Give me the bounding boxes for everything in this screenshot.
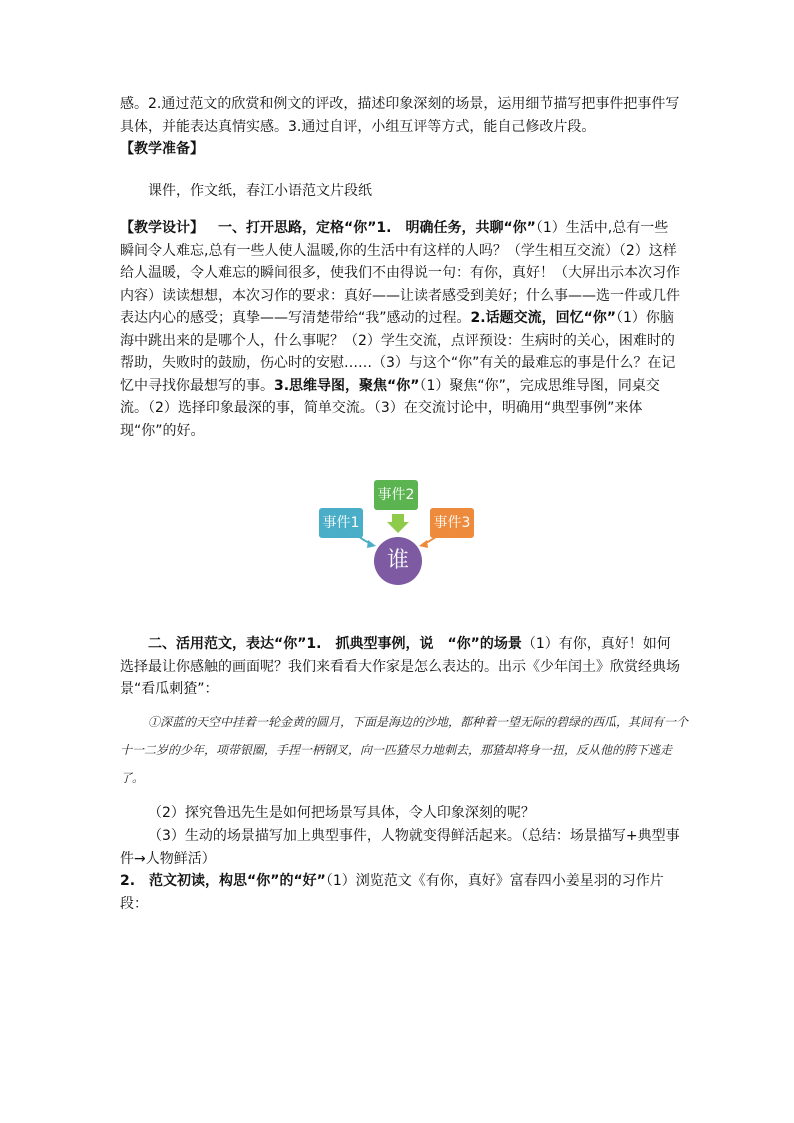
part2-step2-text: （1）浏览范文《有你，真好》富春四小姜星羽的习作片段： — [120, 873, 664, 912]
step2-title: 2.话题交流，回忆“你” — [470, 310, 616, 326]
mind-map-diagram — [312, 478, 482, 590]
arrow-right-icon — [419, 540, 428, 548]
part2-text: （1）有你，真好！如何选择最让你感触的画面呢？我们来看看大作家是怎么表达的。出示《少年闰土》欣赏经典场景“看瓜刺猹”： — [120, 636, 680, 697]
part1-title: 一、打开思路，定格“你”1. 明确任务，共聊“你” — [218, 220, 536, 236]
prep-heading: 【教学准备】 — [120, 141, 204, 157]
event1-box: 事件1 — [319, 508, 363, 538]
step3-text: （1）聚焦“你”，完成思维导图，同桌交流。（2）选择印象最深的事，简单交流。（3）在交流讨论中，明确用“典型事例”来体现“你”的好。 — [120, 377, 660, 439]
part2-paragraph — [120, 633, 680, 701]
design-heading: 【教学设计】 — [120, 220, 204, 236]
down-arrow-icon — [387, 514, 409, 533]
question-2: （2）探究鲁迅先生是如何把场景写具体，令人印象深刻的呢？ — [148, 805, 535, 821]
part2-title: 二、活用范文，表达“你”1. 抓典型事例，说 “你”的场景 — [148, 636, 522, 652]
center-circle: 谁 — [374, 537, 422, 585]
event3-box: 事件3 — [430, 508, 474, 538]
objectives-text: 感。2.通过范文的欣赏和例文的评改，描述印象深刻的场景，运用细节描写把事件把事件写具体，并能表达真情实感。3.通过自评，小组互评等方式，能自己修改片段。 — [120, 96, 680, 135]
part1-text: （1）生活中,总有一些瞬间令人难忘,总有一些人使人温暖,你的生活中有这样的人吗？（学生相互交流）（2）这样给人温暖，令人难忘的瞬间很多，使我们不由得说一句：有你，真好！（大屏出示本次习作内容）读读想想，本次习作的要求：真好——让读者感受到美好；什么事——选一件或几件表达内心的感受；真挚——写清楚带给“我”感动的过程。 — [120, 220, 680, 326]
part2-step2-paragraph — [120, 870, 680, 915]
quote-passage: ①深蓝的天空中挂着一轮金黄的圆月，下面是海边的沙地，都种着一望无际的碧绿的西瓜，其间有一个十一二岁的少年，项带银圈，手捏一柄钢叉，向一匹猹尽力地刺去，那猹却将身一扭，反从他的胯下逃走了。 — [120, 715, 689, 785]
objectives-paragraph — [120, 93, 680, 161]
event2-box: 事件2 — [374, 480, 418, 510]
question-3: （3）生动的场景描写加上典型事件，人物就变得鲜活起来。（总结：场景描写+典型事件→人物鲜活） — [120, 828, 680, 867]
design-paragraph — [120, 217, 680, 442]
step3-title: 3.思维导图，聚焦“你” — [274, 377, 420, 394]
arrow-left-icon — [367, 540, 376, 548]
step2-text: （1）你脑海中跳出来的是哪个人，什么事呢？（2）学生交流，点评预设：生病时的关心，困难时的帮助，失败时的鼓励，伤心时的安慰……（3）与这个“你”有关的最难忘的事是什么？在记忆中寻找你最想写的事。 — [120, 310, 676, 394]
prep-text: 课件，作文纸，春江小语范文片段纸 — [148, 183, 372, 199]
part2-step2-title: 2. 范文初读，构思“你”的“好” — [120, 873, 326, 889]
